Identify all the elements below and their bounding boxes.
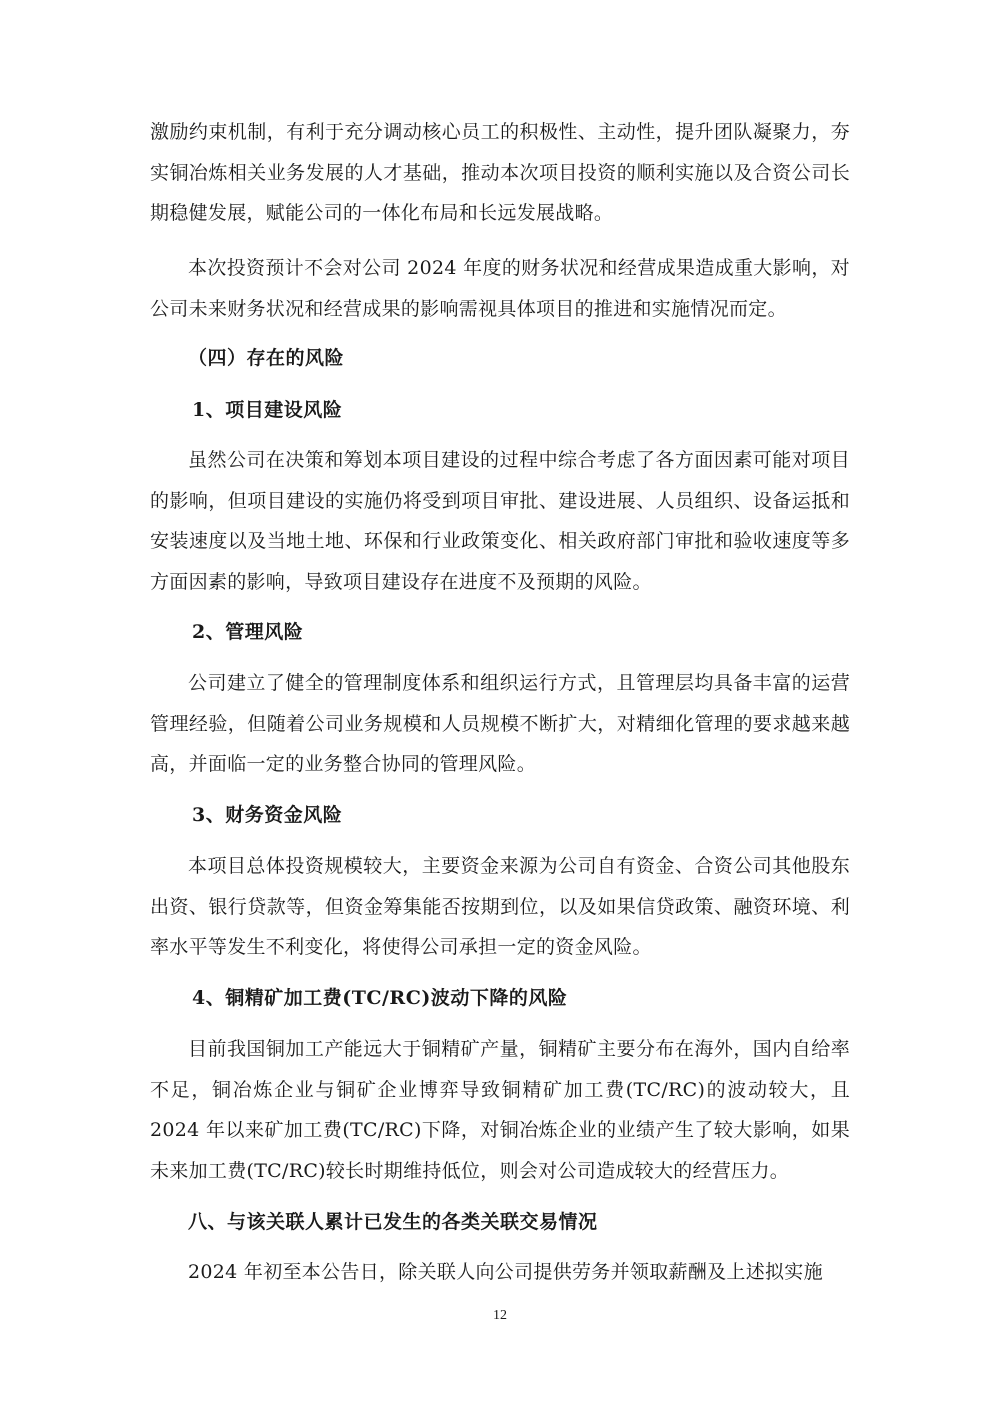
heading-project-construction-risk: 1、项目建设风险 [192,399,343,421]
paragraph-tcrc-fee-risk: 目前我国铜加工产能远大于铜精矿产量，铜精矿主要分布在海外，国内自给率不足，铜冶炼企业与铜矿企业博弈导致铜精矿加工费(TC/RC)的波动较大，且2024 年以来矿加工费(TC/RC)下降，对铜冶炼企业的业绩产生了较大影响，如果未来加工费(TC/RC)较长时期维持低位，则会对公司造成较大的经营压力。 [150,1038,850,1182]
paragraph-project-construction-risk: 虽然公司在决策和筹划本项目建设的过程中综合考虑了各方面因素可能对项目的影响，但项目建设的实施仍将受到项目审批、建设进展、人员组织、设备运抵和安装速度以及当地土地、环保和行业政策变化、相关政府部门审批和验收速度等多方面因素的影响，导致项目建设存在进度不及预期的风险。 [150,449,850,593]
paragraph-investment-impact: 本次投资预计不会对公司 2024 年度的财务状况和经营成果造成重大影响，对公司未来财务状况和经营成果的影响需视具体项目的推进和实施情况而定。 [150,257,850,320]
paragraph-management-risk: 公司建立了健全的管理制度体系和组织运行方式，且管理层均具备丰富的运营管理经验，但随着公司业务规模和人员规模不断扩大，对精细化管理的要求越来越高，并面临一定的业务整合协同的管理风险。 [150,672,850,775]
heading-financial-funding-risk: 3、财务资金风险 [192,804,343,826]
paragraph-talent-incentive: 激励约束机制，有利于充分调动核心员工的积极性、主动性，提升团队凝聚力，夯实铜冶炼相关业务发展的人才基础，推动本次项目投资的顺利实施以及合资公司长期稳健发展，赋能公司的一体化布局和长远发展战略。 [150,121,850,224]
paragraph-financial-funding-risk: 本项目总体投资规模较大，主要资金来源为公司自有资金、合资公司其他股东出资、银行贷款等，但资金筹集能否按期到位，以及如果信贷政策、融资环境、利率水平等发生不利变化，将使得公司承担一定的资金风险。 [150,855,850,958]
heading-management-risk: 2、管理风险 [192,621,304,643]
heading-tcrc-fee-risk: 4、铜精矿加工费(TC/RC)波动下降的风险 [192,987,568,1009]
page-number: 12 [493,1308,507,1323]
heading-related-transactions: 八、与该关联人累计已发生的各类关联交易情况 [188,1211,598,1233]
paragraph-related-transactions: 2024 年初至本公告日，除关联人向公司提供劳务并领取薪酬及上述拟实施 [188,1261,823,1283]
heading-existing-risks: （四）存在的风险 [188,347,345,369]
